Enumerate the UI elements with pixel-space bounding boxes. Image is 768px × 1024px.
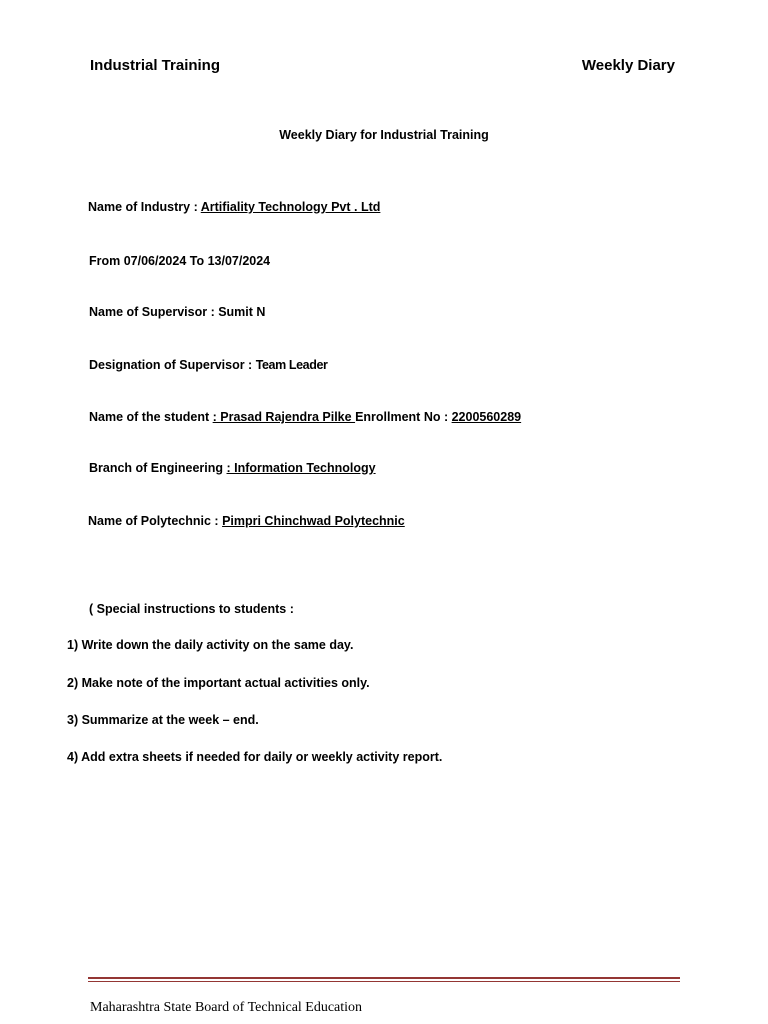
supervisor-line: Name of Supervisor : Sumit N: [89, 305, 266, 319]
instruction-item: 2) Make note of the important actual activities only.: [67, 676, 370, 690]
industry-label: Name of Industry :: [88, 200, 201, 214]
designation-value: Team Leader: [255, 358, 328, 372]
branch-value: : Information Technology: [226, 461, 376, 475]
header-left-title: Industrial Training: [90, 57, 221, 74]
polytechnic-value: Pimpri Chinchwad Polytechnic: [222, 514, 405, 528]
branch-label: Branch of Engineering: [89, 461, 227, 475]
instructions-heading: ( Special instructions to students :: [89, 602, 294, 616]
footer-text: Maharashtra State Board of Technical Education: [90, 1000, 363, 1015]
industry-value: Artifiality Technology Pvt . Ltd: [200, 200, 381, 214]
footer-divider: [88, 977, 680, 979]
industry-line: [88, 200, 380, 214]
polytechnic-line: [88, 514, 405, 528]
footer-divider-thin: [88, 981, 680, 982]
branch-line: [89, 461, 376, 475]
enrollment-value: 2200560289: [451, 410, 522, 424]
designation-line: [89, 358, 327, 372]
student-label: Name of the student: [89, 410, 213, 424]
student-value: : Prasad Rajendra Pilke: [212, 410, 356, 424]
designation-label: Designation of Supervisor :: [89, 358, 256, 372]
instruction-item: 4) Add extra sheets if needed for daily or weekly activity report.: [67, 750, 443, 764]
period-line: From 07/06/2024 To 13/07/2024: [89, 254, 271, 268]
student-line: [89, 410, 521, 424]
header-right-title: Weekly Diary: [581, 57, 675, 74]
instruction-item: 3) Summarize at the week – end.: [67, 713, 259, 727]
polytechnic-label: Name of Polytechnic :: [88, 514, 223, 528]
instruction-item: 1) Write down the daily activity on the same day.: [67, 638, 354, 652]
enrollment-label: Enrollment No :: [355, 410, 452, 424]
document-title: Weekly Diary for Industrial Training: [279, 128, 489, 142]
